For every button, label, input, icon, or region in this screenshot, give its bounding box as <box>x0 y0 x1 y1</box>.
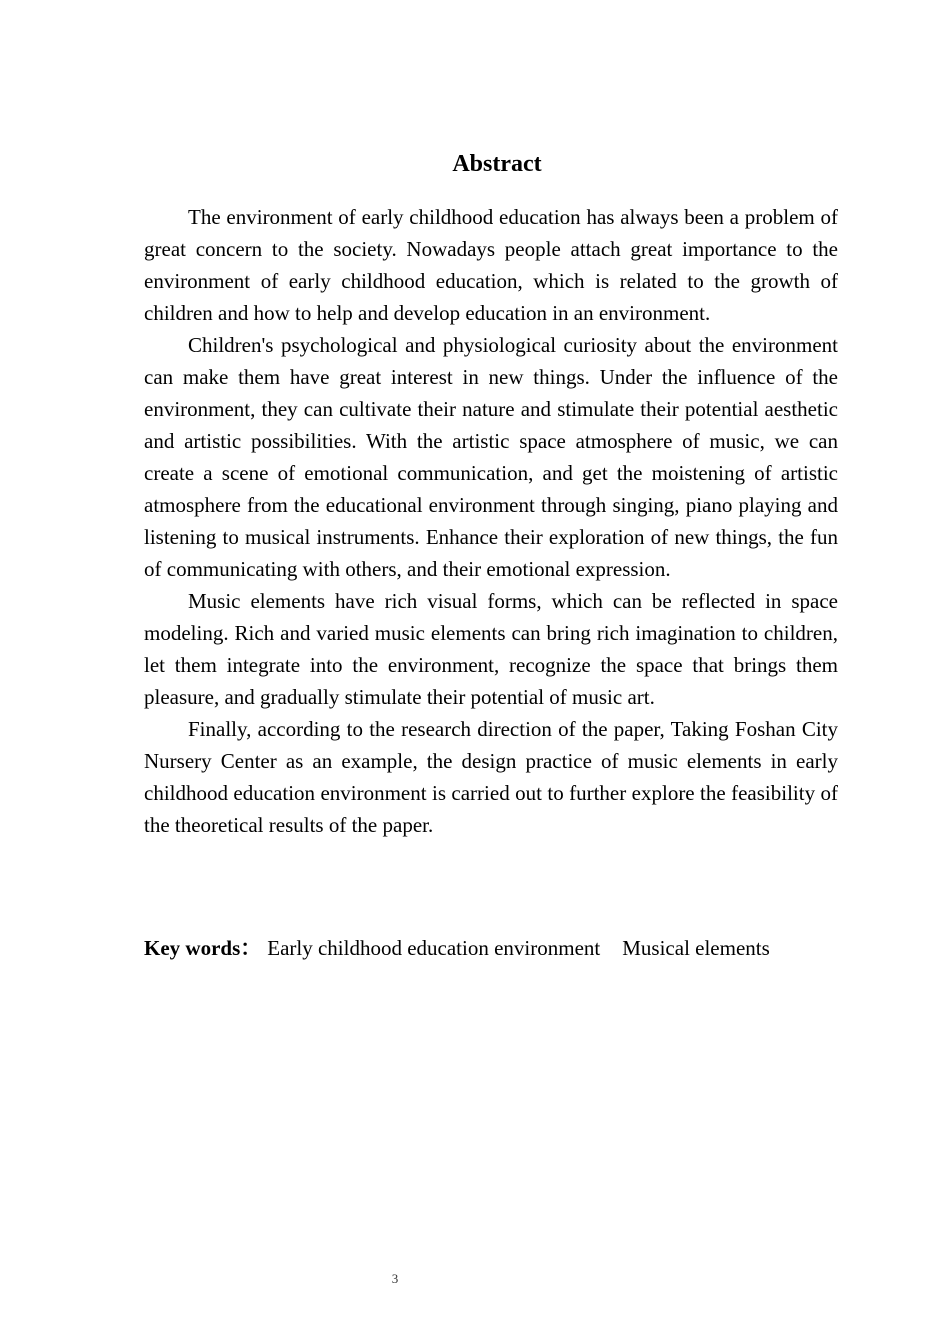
abstract-paragraph-1: The environment of early childhood education has always been a problem of great concern to the society. Nowadays people attach great importance to the environment of early childhood education, which is related to the growth of children and how to help and develop education in an environment. <box>144 205 838 325</box>
abstract-paragraph-4: Finally, according to the research direction of the paper, Taking Foshan City Nursery Center as an example, the design practice of music elements in early childhood education environment is carried out to further explore the feasibility of the theoretical results of the paper. <box>144 717 838 837</box>
keywords-label: Key words <box>144 936 241 960</box>
keywords-separator: ： <box>240 936 262 960</box>
abstract-title: Abstract <box>452 151 542 177</box>
page-number: 3 <box>391 1271 399 1286</box>
abstract-paragraph-3: Music elements have rich visual forms, which can be reflected in space modeling. Rich and varied music elements can bring rich imagination to children, let them integrate into the environment, recognize the space that brings them pleasure, and gradually stimulate their potential of music art. <box>144 589 838 709</box>
abstract-body <box>144 201 838 841</box>
abstract-paragraph-2: Children's psychological and physiological curiosity about the environment can make them have great interest in new things. Under the influence of the environment, they can cultivate their nature and stimulate their potential aesthetic and artistic possibilities. With the artistic space atmosphere of music, we can create a scene of emotional communication, and get the moistening of artistic atmosphere from the educational environment through singing, piano playing and listening to musical instruments. Enhance their exploration of new things, the fun of communicating with others, and their emotional expression. <box>144 333 838 581</box>
keyword-item-2: Musical elements <box>622 936 770 960</box>
keyword-item-1: Early childhood education environment <box>267 936 601 960</box>
keywords-line <box>144 932 838 964</box>
